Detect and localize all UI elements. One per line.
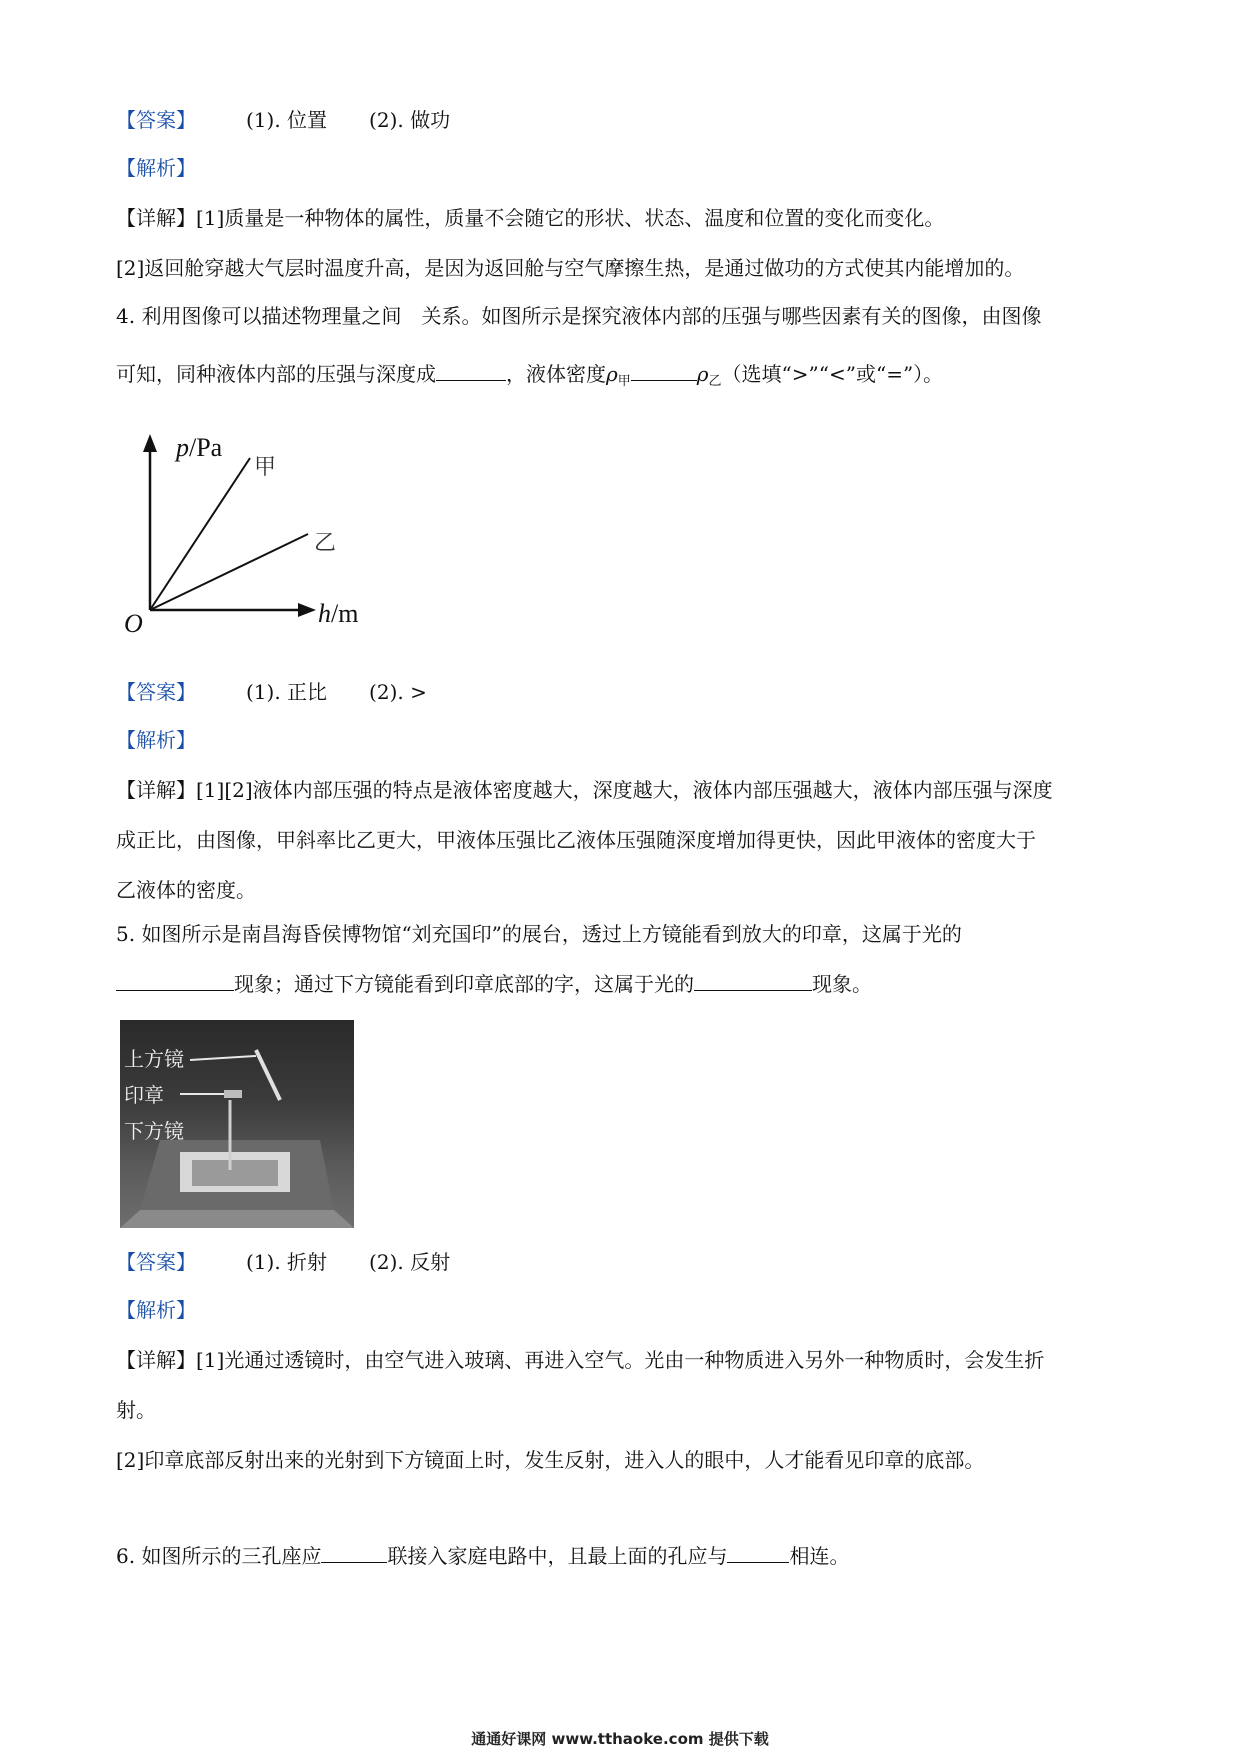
lower-mirror: [192, 1160, 278, 1186]
q4-detail-line-2: [116, 826, 1036, 854]
answer-blank: [631, 360, 697, 381]
answer-tag: 【答案】: [116, 1250, 196, 1274]
question-text: 5. 如图所示是南昌海昏侯博物馆“刘充国印”的展台，透过上方镜能看到放大的印章，这属于光的: [116, 922, 962, 946]
analysis-tag: 【解析】: [116, 1298, 196, 1322]
question-text: 4. 利用图像可以描述物理量之间 关系。如图所示是探究液体内部的压强与哪些因素有关的图像，由图像: [116, 304, 1042, 328]
detail-text: 乙液体的密度。: [116, 878, 256, 902]
question-text: 相连。: [789, 1544, 850, 1568]
question-text: 可知，同种液体内部的压强与深度成: [116, 362, 436, 386]
x-axis-label: [318, 599, 358, 628]
q3-detail-line-2: [116, 254, 1024, 282]
q6-stem-line: [116, 1542, 849, 1570]
rho-symbol: ρ: [696, 362, 709, 386]
q5-stem-line-1: [116, 920, 962, 948]
analysis-tag: 【解析】: [116, 156, 196, 180]
answer-2: (2). 反射: [369, 1250, 451, 1274]
question-text: ，液体密度: [506, 362, 606, 386]
page-footer: 通通好课网 www.tthaoke.com 提供下载: [471, 1730, 769, 1748]
line-yi: [150, 534, 308, 610]
answer-blank: [436, 360, 506, 381]
answer-tag: 【答案】: [116, 108, 196, 132]
q4-detail-line-3: [116, 876, 256, 904]
answer-blank: [694, 970, 812, 991]
answer-blank: [321, 1542, 387, 1563]
question-text: 联接入家庭电路中，且最上面的孔应与: [387, 1544, 728, 1568]
x-axis-label-unit: /m: [331, 599, 359, 628]
line-jia-label: 甲: [254, 455, 277, 480]
line-yi-label: 乙: [314, 531, 337, 556]
detail-text: [1][2]液体内部压强的特点是液体密度越大，深度越大，液体内部压强越大，液体内部压强与深度: [196, 778, 1053, 802]
q5-answer-line: [116, 1248, 450, 1276]
answer-blank: [727, 1542, 789, 1563]
exhibit-photo-drawing: [120, 1020, 354, 1228]
upper-mirror: [256, 1050, 280, 1100]
question-text: （选填“>”“<”或“=”）。: [721, 362, 944, 386]
question-text: 现象；通过下方镜能看到印章底部的字，这属于光的: [234, 972, 694, 996]
detail-text: [2]印章底部反射出来的光射到下方镜面上时，发生反射，进入人的眼中，人才能看见印章的底部。: [116, 1448, 985, 1472]
q4-analysis-line: [116, 726, 196, 754]
answer-1: (1). 正比: [246, 680, 328, 704]
line-jia: [150, 458, 250, 610]
q3-detail-line-1: [116, 204, 944, 232]
subscript-jia: 甲: [617, 374, 631, 389]
seal: [224, 1090, 242, 1098]
answer-2: (2). >: [369, 680, 427, 704]
x-axis-arrow: [298, 603, 316, 617]
analysis-tag: 【解析】: [116, 728, 196, 752]
q5-detail-line-3: [116, 1446, 984, 1474]
detail-text: 成正比，由图像，甲斜率比乙更大，甲液体压强比乙液体压强随深度增加得更快，因此甲液体的密度大于: [116, 828, 1036, 852]
label-seal: 印章: [124, 1083, 164, 1107]
pressure-depth-graph: [118, 428, 398, 638]
q5-detail-line-2: [116, 1396, 156, 1424]
question-text: 6. 如图所示的三孔座应: [116, 1544, 322, 1568]
q4-stem-line-1: [116, 302, 1041, 330]
detail-text: [1]质量是一种物体的属性，质量不会随它的形状、状态、温度和位置的变化而变化。: [196, 206, 945, 230]
label-upper-mirror: 上方镜: [124, 1047, 184, 1071]
q5-detail-line-1: [116, 1346, 1044, 1374]
detail-text: 射。: [116, 1398, 156, 1422]
answer-1: (1). 折射: [246, 1250, 328, 1274]
q4-detail-line-1: [116, 776, 1053, 804]
rho-symbol: ρ: [606, 362, 618, 386]
display-base: [120, 1210, 354, 1228]
detail-text: [1]光通过透镜时，由空气进入玻璃、再进入空气。光由一种物质进入另外一种物质时，会发生折: [196, 1348, 1045, 1372]
answer-2: (2). 做功: [369, 108, 451, 132]
q4-stem-line-2: [116, 360, 943, 396]
subscript-yi: 乙: [708, 374, 722, 389]
y-axis-arrow: [143, 434, 157, 452]
exhibit-photo: [120, 1020, 354, 1228]
answer-tag: 【答案】: [116, 680, 196, 704]
answer-blank: [116, 970, 234, 991]
answer-1: (1). 位置: [246, 108, 328, 132]
detail-text: [2]返回舱穿越大气层时温度升高，是因为返回舱与空气摩擦生热，是通过做功的方式使其内能增加的。: [116, 256, 1025, 280]
y-axis-label: [174, 433, 223, 462]
y-axis-label-unit: /Pa: [189, 433, 223, 462]
y-axis-label-symbol: p: [176, 433, 189, 462]
question-text: 现象。: [812, 972, 872, 996]
label-lower-mirror: 下方镜: [124, 1119, 184, 1143]
q3-answer-line: [116, 106, 450, 134]
origin-label: O: [124, 609, 143, 638]
detail-tag: 【详解】: [116, 206, 196, 230]
q5-stem-line-2: [116, 970, 872, 998]
q4-answer-line: [116, 678, 427, 706]
pointer-line-1: [190, 1056, 256, 1060]
detail-tag: 【详解】: [116, 778, 196, 802]
q3-analysis-line: [116, 154, 196, 182]
x-axis-label-symbol: h: [318, 599, 331, 628]
q5-analysis-line: [116, 1296, 196, 1324]
detail-tag: 【详解】: [116, 1348, 196, 1372]
